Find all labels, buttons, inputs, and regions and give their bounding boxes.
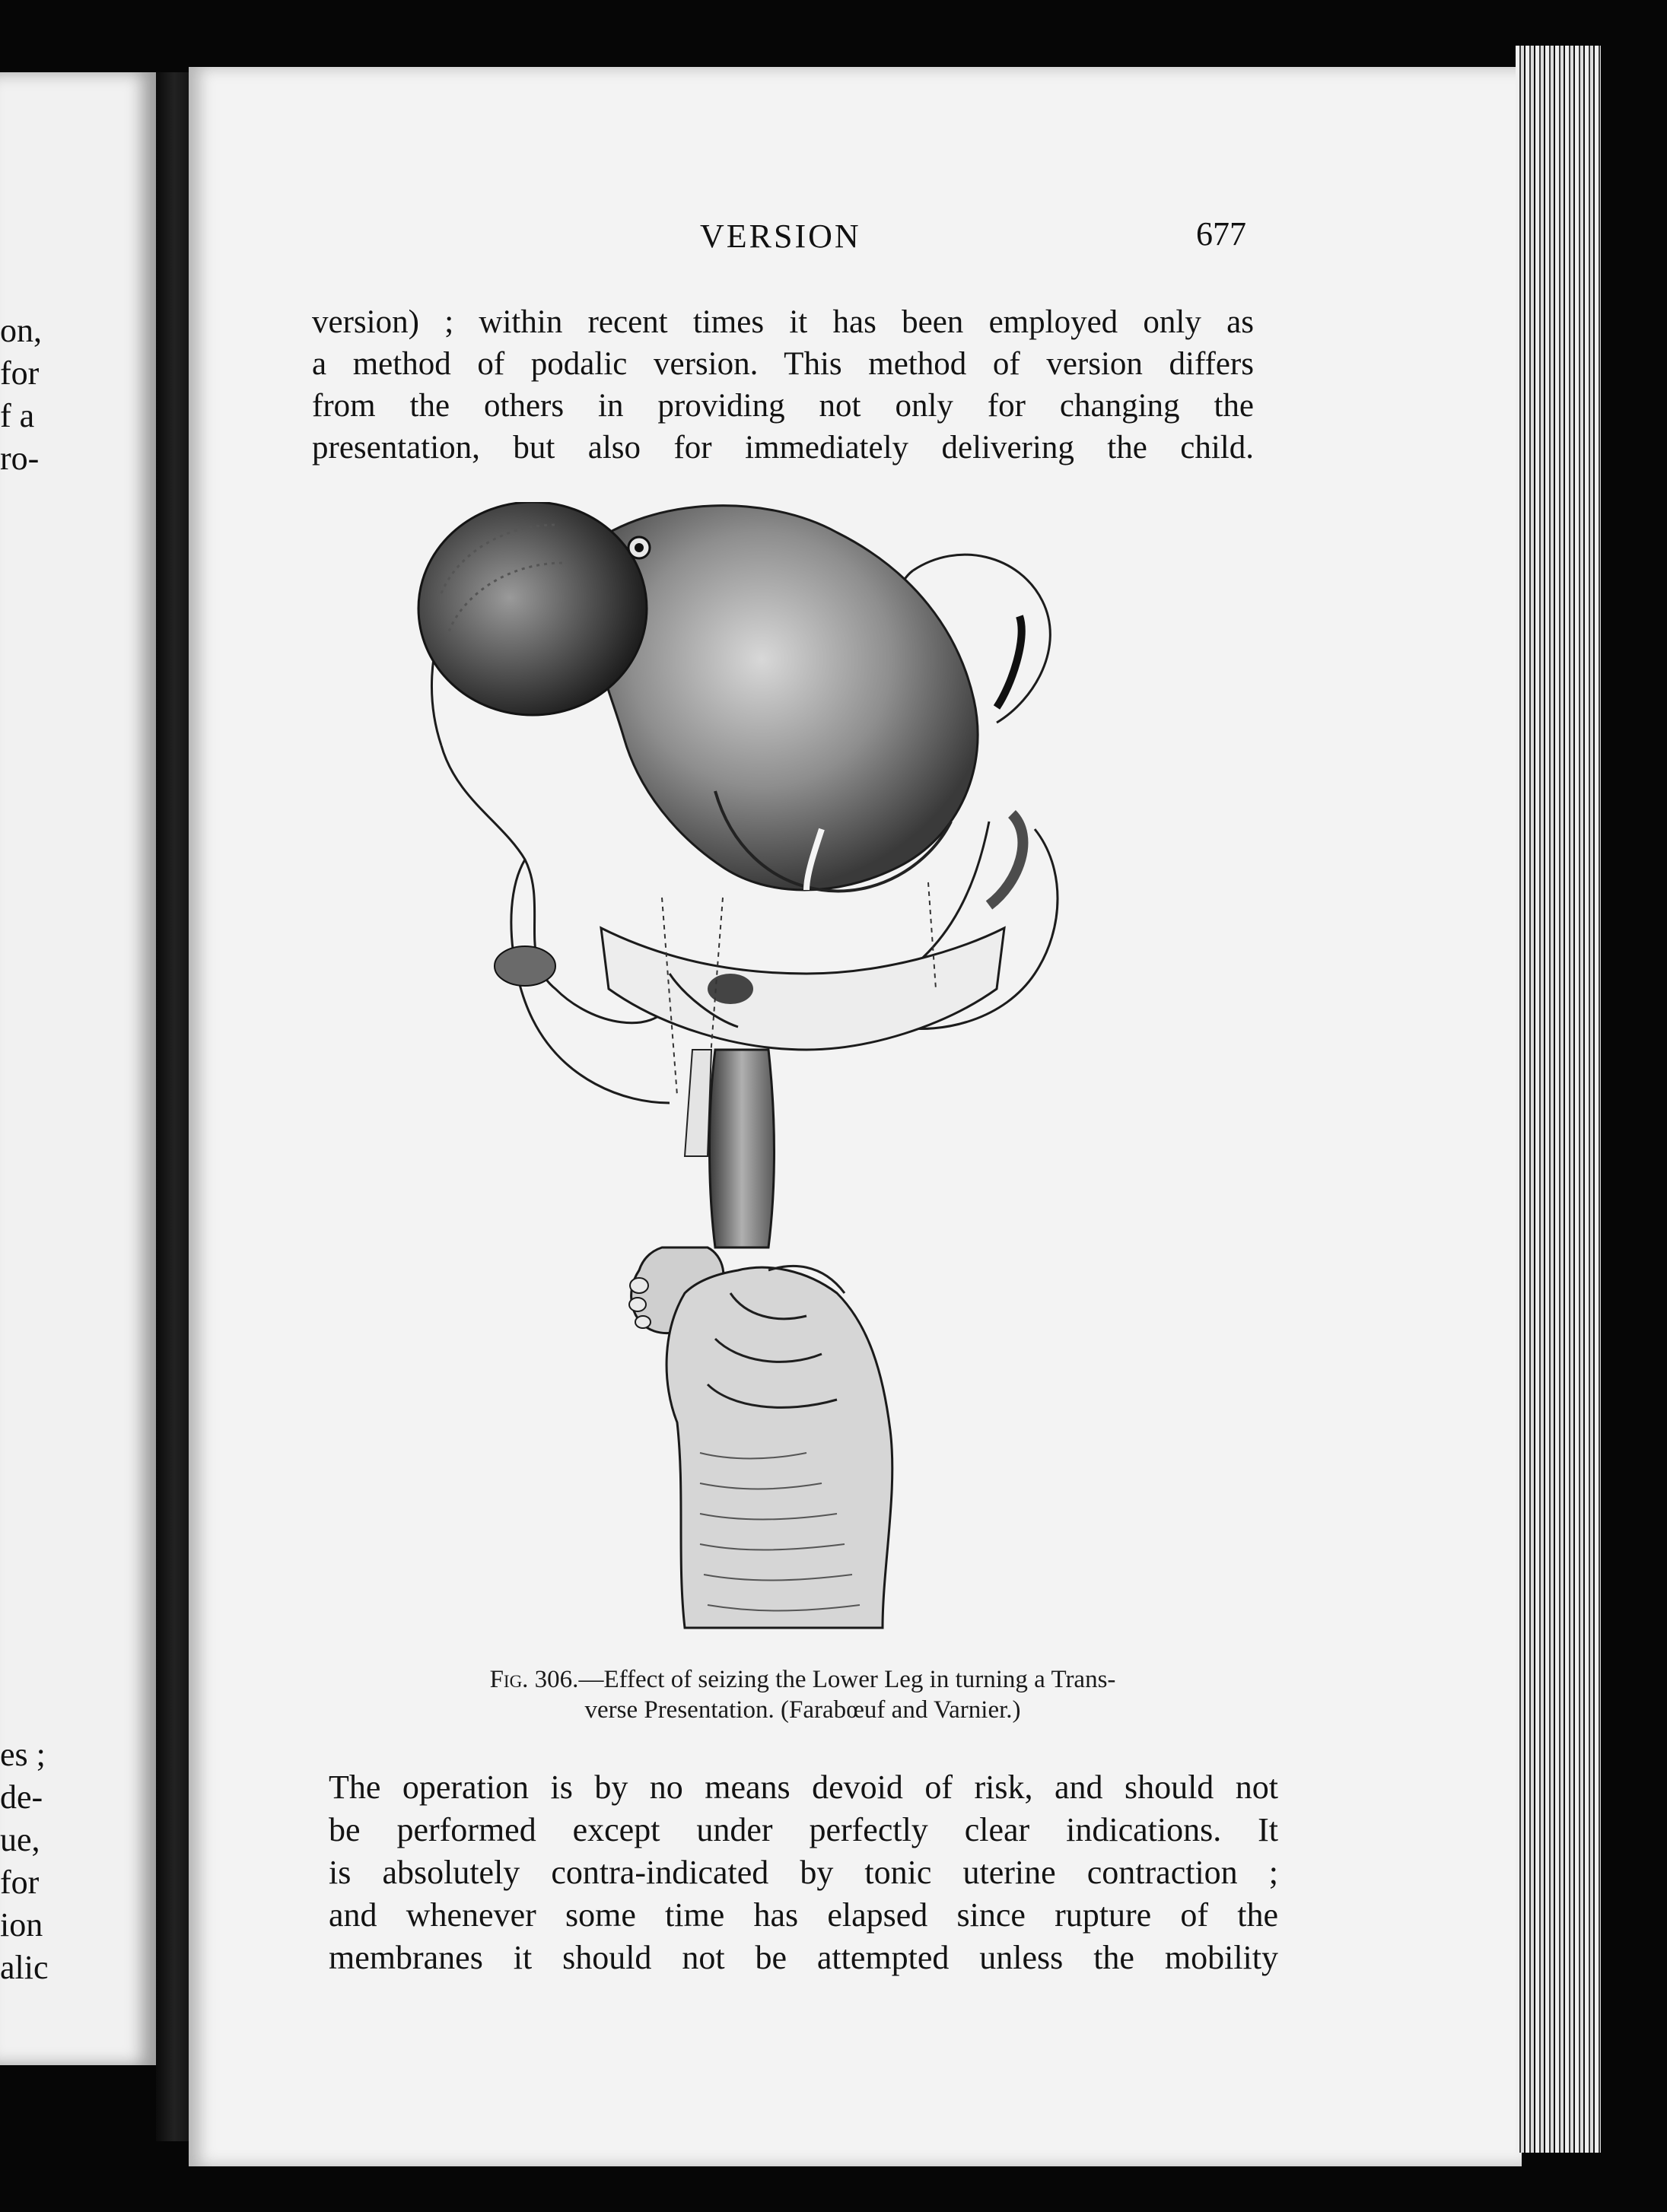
text-line: presentation, but also for immediately delivering the child. <box>312 430 1254 466</box>
running-title: VERSION <box>700 218 861 255</box>
fetus-body <box>584 506 978 890</box>
left-page-fragment: f a <box>0 397 35 434</box>
text-line: version) ; within recent times it has been employed only as <box>312 304 1254 340</box>
caption-line-2: verse Presentation. (Farabœuf and Varnier.) <box>584 1696 1021 1724</box>
figure-label: Fig. 306. <box>489 1666 579 1693</box>
caption-line-1 <box>365 1664 1240 1695</box>
left-page-fragment: ue, <box>0 1821 40 1858</box>
fetus-leg <box>710 1050 775 1247</box>
figure-caption <box>365 1664 1240 1725</box>
text-line: and whenever some time has elapsed since rupture of the <box>329 1896 1278 1934</box>
pelvis <box>601 928 1004 1050</box>
text-line: membranes it should not be attempted unless the mobility <box>329 1939 1278 1976</box>
page-edges <box>1516 46 1601 2153</box>
text-line: is absolutely contra-indicated by tonic uterine contraction ; <box>329 1854 1278 1891</box>
caption-text-1: —Effect of seizing the Lower Leg in turning a Trans- <box>578 1666 1116 1693</box>
bottom-paragraph <box>329 1766 1278 1979</box>
text-line: a method of podalic version. This method of version differs <box>312 346 1254 382</box>
previous-page <box>0 72 156 2065</box>
left-page-fragment: ion <box>0 1906 43 1943</box>
left-page-fragment: for <box>0 1864 40 1901</box>
text-line: The operation is by no means devoid of risk, and should not <box>329 1769 1278 1806</box>
left-page-fragment: de- <box>0 1778 43 1816</box>
left-page-fragment: for <box>0 354 40 392</box>
left-page-fragment: alic <box>0 1949 49 1986</box>
page-number: 677 <box>1196 215 1246 253</box>
text-line: from the others in providing not only for changing the <box>312 388 1254 424</box>
left-page-fragment: ro- <box>0 440 40 477</box>
text-line: be performed except under perfectly clear indications. It <box>329 1811 1278 1848</box>
operator-hand <box>666 1267 892 1628</box>
illustration <box>411 502 1202 1635</box>
top-paragraph <box>312 301 1254 469</box>
left-page-fragment: es ; <box>0 1736 46 1773</box>
left-page-fragment: on, <box>0 312 42 349</box>
fetus-head <box>418 502 647 715</box>
